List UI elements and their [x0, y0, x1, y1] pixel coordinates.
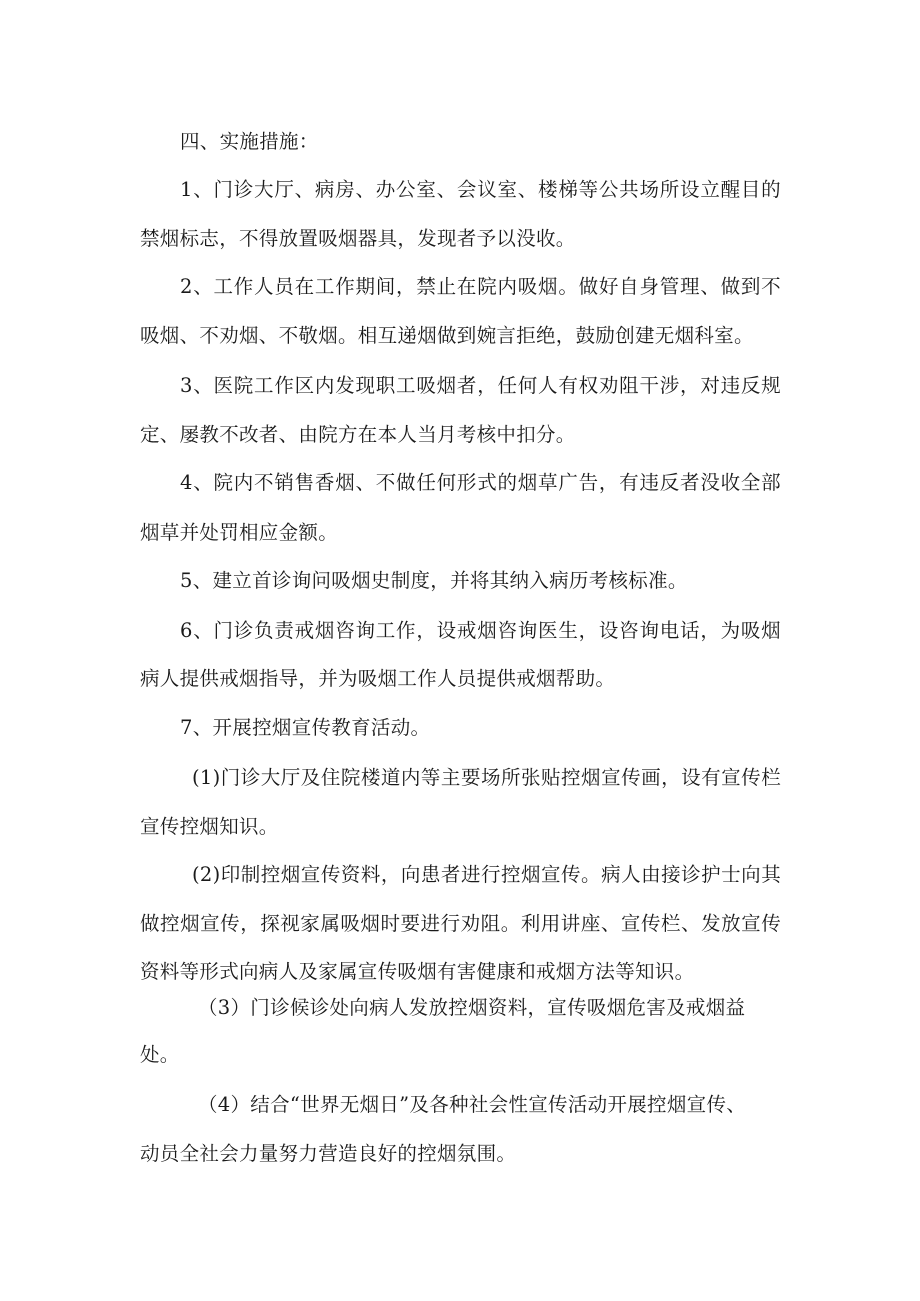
subitem-3-line-2: 处。 [140, 1043, 180, 1066]
item-3-line-1: 3、医院工作区内发现职工吸烟者，任何人有权劝阻干涉，对违反规 [180, 374, 781, 397]
item-6-line-2: 病人提供戒烟指导，并为吸烟工作人员提供戒烟帮助。 [140, 667, 616, 690]
item-5-line-1: 5、建立首诊询问吸烟史制度，并将其纳入病历考核标准。 [180, 569, 688, 592]
subitem-1-line-2: 宣传控烟知识。 [140, 815, 279, 838]
item-1-line-2: 禁烟标志，不得放置吸烟器具，发现者予以没收。 [140, 227, 576, 250]
subitem-2-line-3: 资料等形式向病人及家属宣传吸烟有害健康和戒烟方法等知识。 [140, 960, 695, 983]
item-2-line-1: 2、工作人员在工作期间，禁止在院内吸烟。做好自身管理、做到不 [180, 275, 781, 298]
item-1-line-1: 1、门诊大厅、病房、办公室、会议室、楼梯等公共场所设立醒目的 [180, 178, 781, 201]
subitem-2-line-2: 做控烟宣传，探视家属吸烟时要进行劝阻。利用讲座、宣传栏、发放宣传 [140, 912, 781, 935]
subitem-4-line-2: 动员全社会力量努力营造良好的控烟氛围。 [140, 1142, 517, 1165]
subitem-3-line-1: （3）门诊候诊处向病人发放控烟资料，宣传吸烟危害及戒烟益 [198, 996, 746, 1019]
item-7-line-1: 7、开展控烟宣传教育活动。 [180, 716, 431, 739]
item-4-line-1: 4、院内不销售香烟、不做任何形式的烟草广告，有违反者没收全部 [180, 471, 781, 494]
item-6-line-1: 6、门诊负责戒烟咨询工作，设戒烟咨询医生，设咨询电话，为吸烟 [180, 619, 781, 642]
item-2-line-2: 吸烟、不劝烟、不敬烟。相互递烟做到婉言拒绝，鼓励创建无烟科室。 [140, 324, 754, 347]
subitem-4-line-1: （4）结合“世界无烟日”及各种社会性宣传活动开展控烟宣传、 [198, 1093, 747, 1116]
subitem-1-line-1: (1)门诊大厅及住院楼道内等主要场所张贴控烟宣传画，设有宣传栏 [192, 766, 781, 789]
item-4-line-2: 烟草并处罚相应金额。 [140, 521, 339, 544]
section-heading: 四、实施措施： [180, 130, 319, 153]
item-3-line-2: 定、屡教不改者、由院方在本人当月考核中扣分。 [140, 423, 576, 446]
subitem-2-line-1: (2)印制控烟宣传资料，向患者进行控烟宣传。病人由接诊护士向其 [192, 863, 781, 886]
